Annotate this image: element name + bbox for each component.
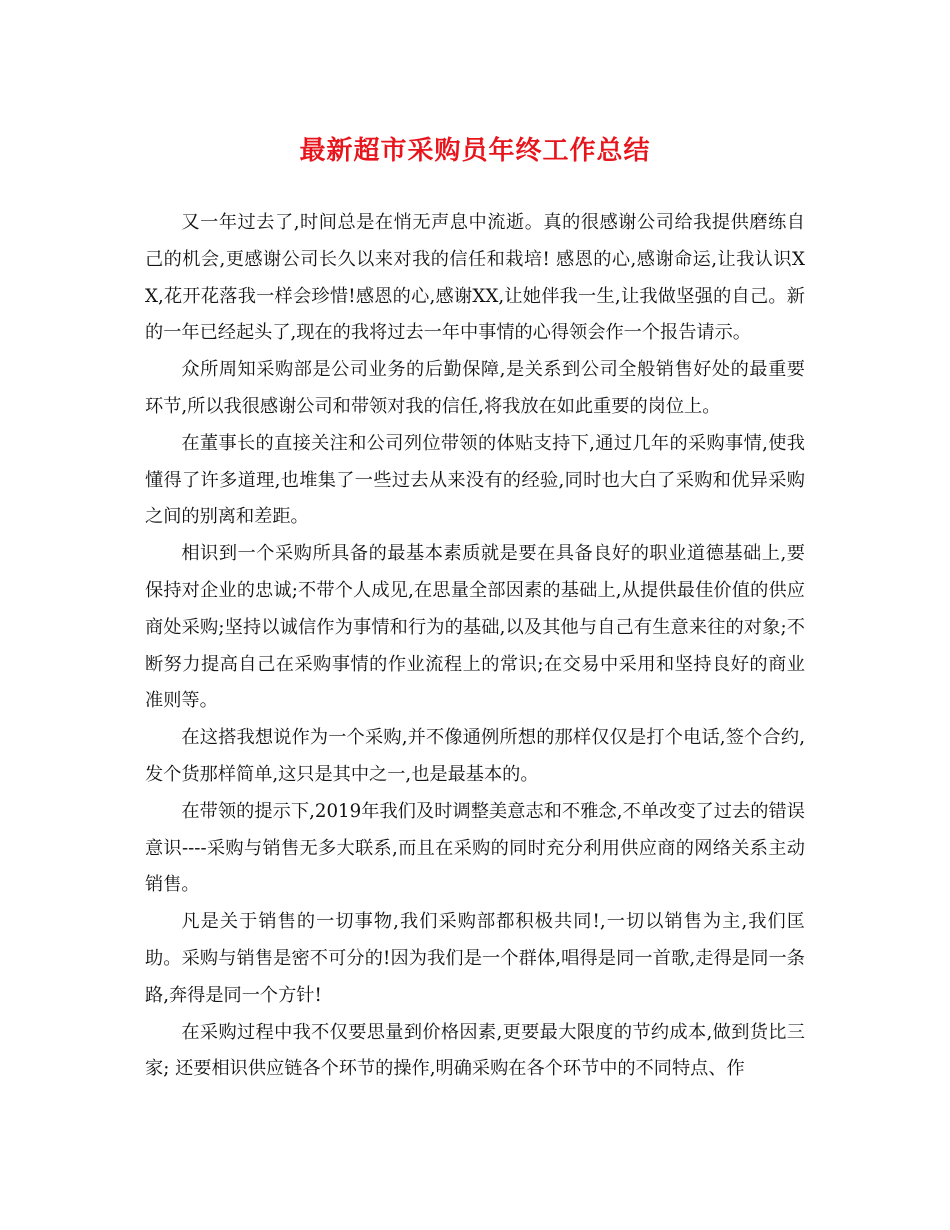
document-title: 最新超市采购员年终工作总结 xyxy=(299,136,651,166)
document-body xyxy=(145,205,805,1088)
paragraph: 又一年过去了,时间总是在悄无声息中流逝。真的很感谢公司给我提供磨练自己的机会,更感谢公司长久以来对我的信任和栽培! 感恩的心,感谢命运,让我认识XX,花开花落我一样会珍惜!感恩的心,感谢XX,让她伴我一生,让我做坚强的自己。新的一年已经起头了,现在的我将过去一年中事情的心得领会作一个报告请示。 xyxy=(145,212,805,344)
paragraph: 凡是关于销售的一切事物,我们采购部都积极共同!,一切以销售为主,我们匡助。采购与销售是密不可分的!因为我们是一个群体,唱得是同一首歌,走得是同一条路,奔得是同一个方针! xyxy=(145,911,805,1006)
paragraph: 在带领的提示下,2019年我们及时调整美意志和不雅念,不单改变了过去的错误意识----采购与销售无多大联系,而且在采购的同时充分利用供应商的网络关系主动销售。 xyxy=(145,800,805,896)
paragraph: 在采购过程中我不仅要思量到价格因素,更要最大限度的节约成本,做到货比三家; 还要相识供应链各个环节的操作,明确采购在各个环节中的不同特点、作 xyxy=(145,1021,805,1080)
paragraph: 众所周知采购部是公司业务的后勤保障,是关系到公司全般销售好处的最重要环节,所以我很感谢公司和带领对我的信任,将我放在如此重要的岗位上。 xyxy=(145,359,805,417)
paragraph: 在这搭我想说作为一个采购,并不像通例所想的那样仅仅是打个电话,签个合约,发个货那样简单,这只是其中之一,也是最基本的。 xyxy=(145,727,805,785)
paragraph: 相识到一个采购所具备的最基本素质就是要在具备良好的职业道德基础上,要保持对企业的忠诚;不带个人成见,在思量全部因素的基础上,从提供最佳价值的供应商处采购;坚持以诚信作为事情和行为的基础,以及其他与自己有生意来往的对象;不断努力提高自己在采购事情的作业流程上的常识;在交易中采用和坚持良好的商业准则等。 xyxy=(145,543,805,712)
paragraph: 在董事长的直接关注和公司列位带领的体贴支持下,通过几年的采购事情,使我懂得了许多道理,也堆集了一些过去从来没有的经验,同时也大白了采购和优异采购之间的别离和差距。 xyxy=(145,432,805,528)
